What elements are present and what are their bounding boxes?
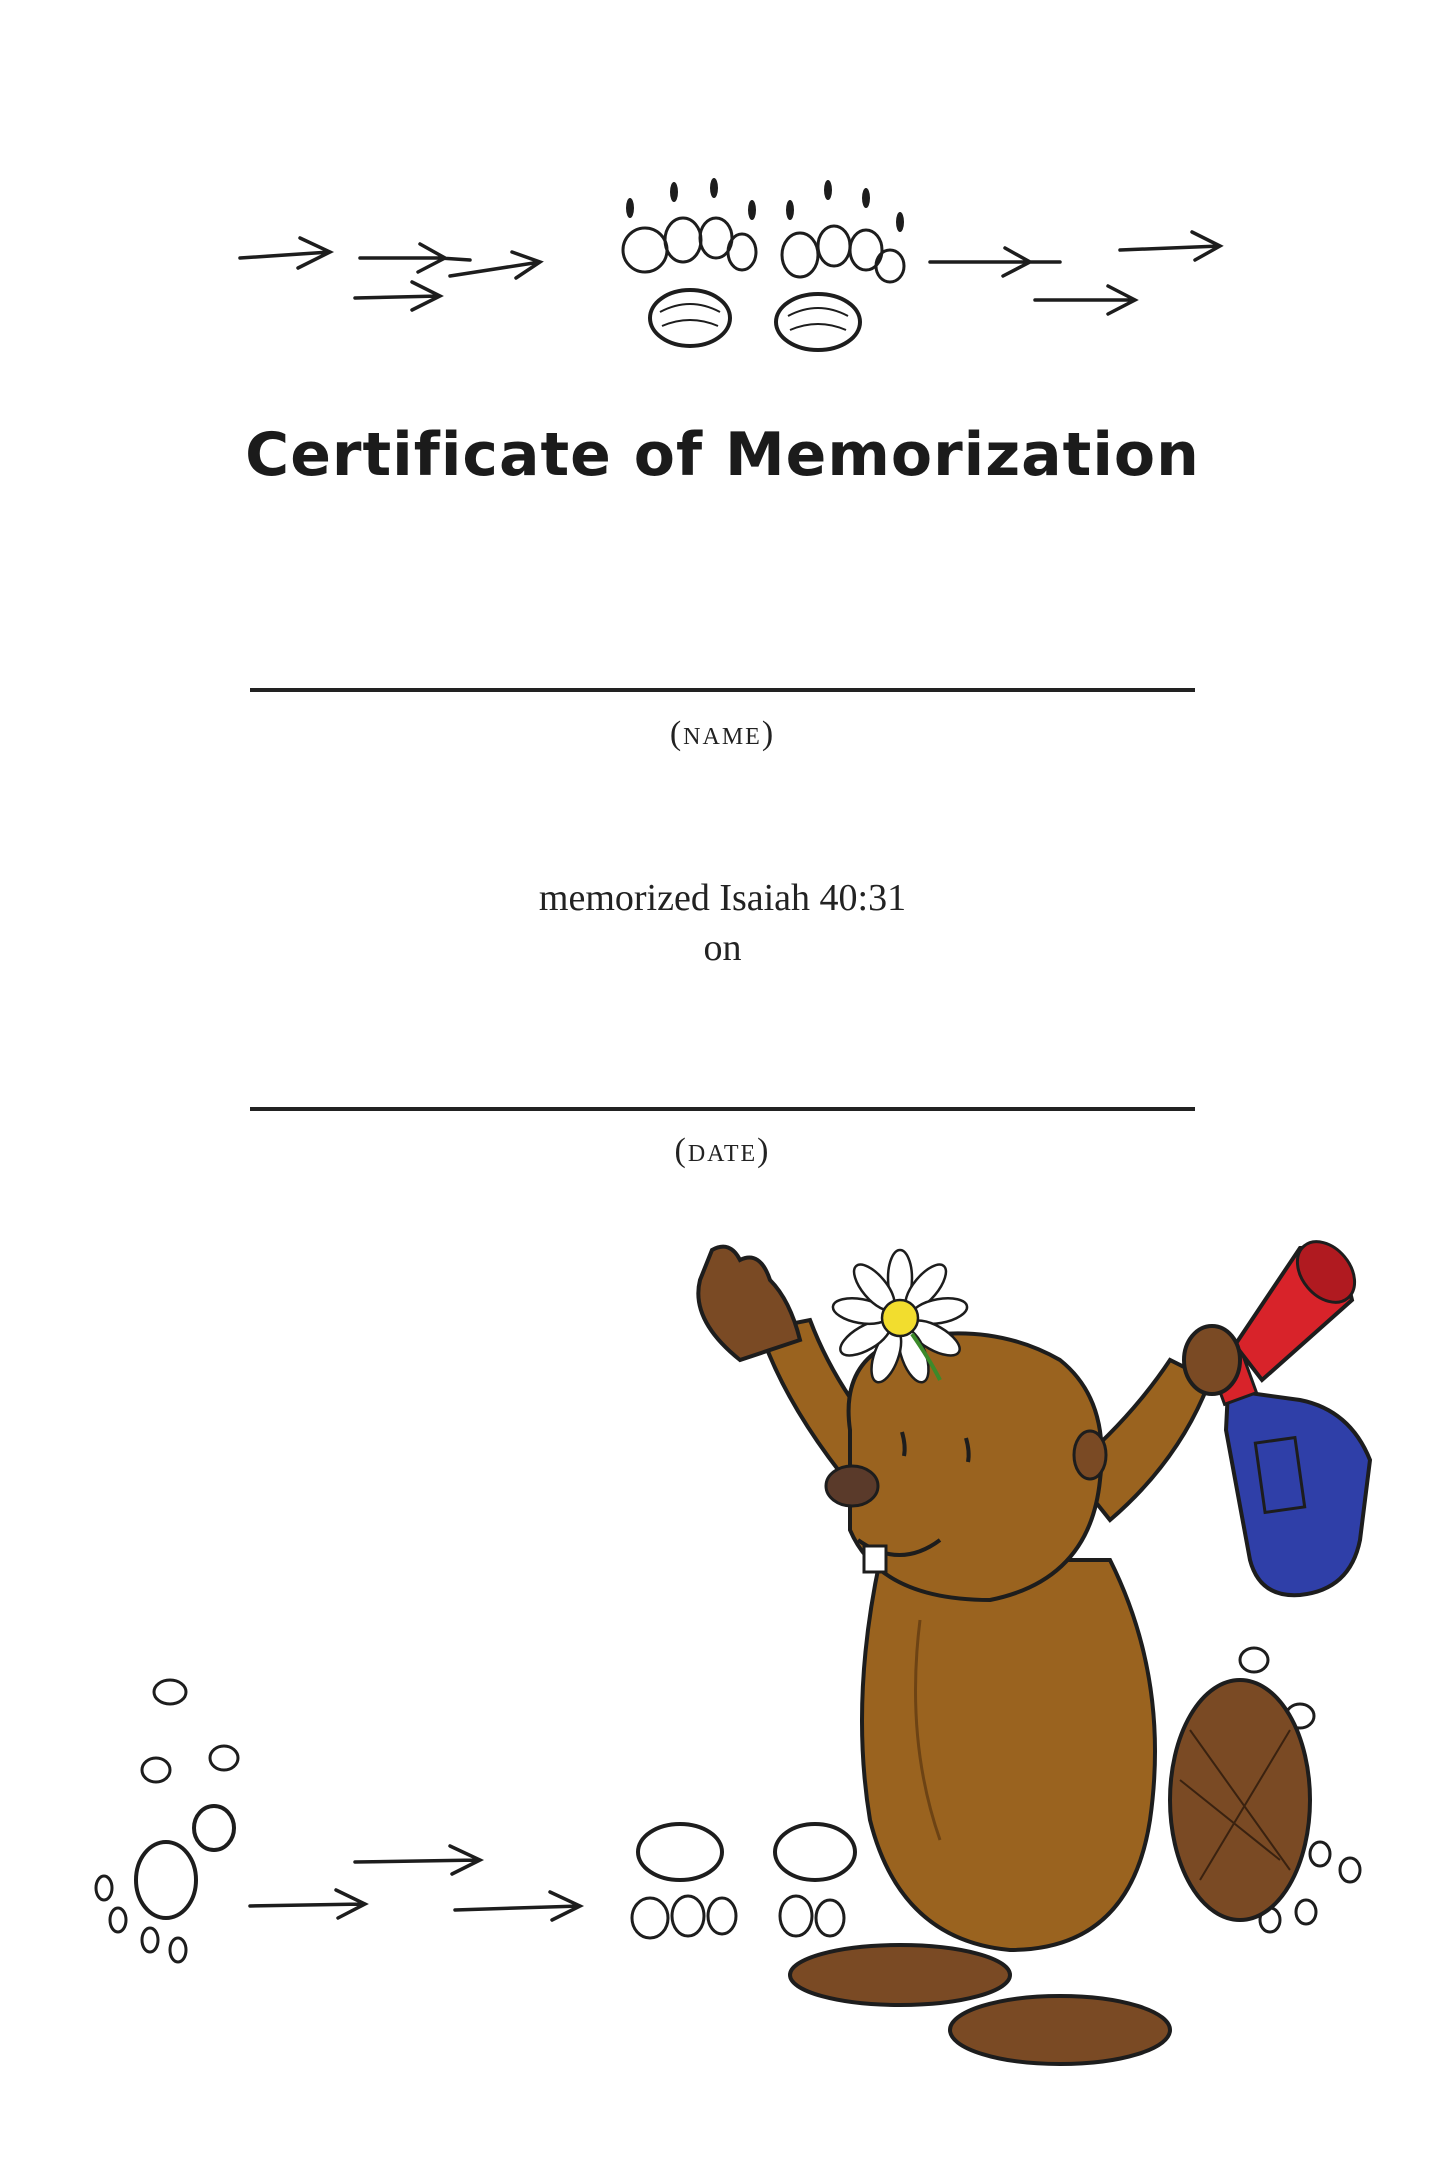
paw-print-icon (623, 178, 756, 346)
paw-print-icon (632, 1824, 855, 1938)
date-caption: (date) (674, 1132, 771, 1169)
bird-track-icon (240, 238, 540, 310)
statement-line-1: memorized Isaiah 40:31 (538, 877, 907, 919)
bottom-left-tracks (96, 1680, 238, 1962)
date-line (250, 1107, 1195, 1111)
bird-track-icon (930, 232, 1220, 314)
air-horn-icon (1184, 1231, 1370, 1596)
certificate-title: Certificate of Memorization (245, 420, 1200, 490)
paw-print-icon (776, 180, 904, 350)
statement-line-2: on (703, 927, 742, 969)
bird-track-icon (250, 1846, 580, 1920)
name-line (250, 688, 1195, 692)
name-caption: (name) (669, 715, 776, 752)
